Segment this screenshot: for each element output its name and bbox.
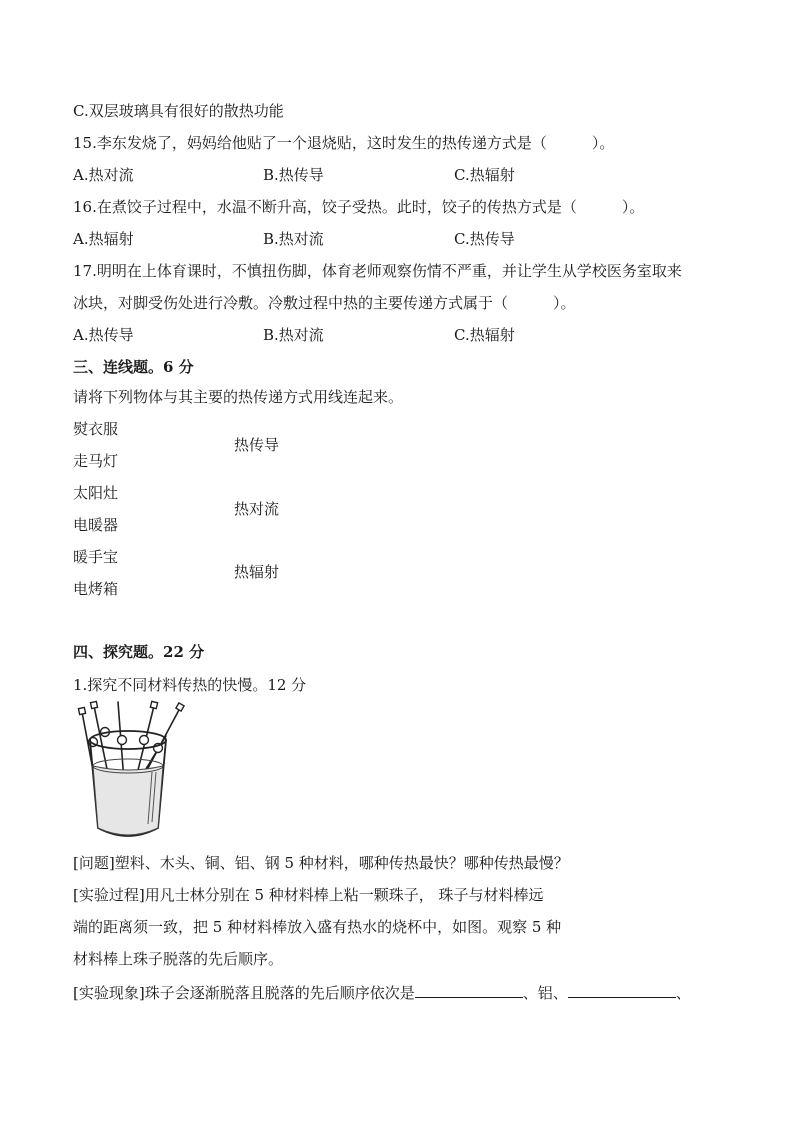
phenomenon-end: 、 [675, 984, 691, 1002]
question-17-option-b: B.热对流 [263, 326, 324, 344]
phenomenon-separator: 、铝、 [522, 984, 568, 1002]
beaker-illustration [70, 700, 190, 845]
phenomenon-prefix: [实验现象]珠子会逐渐脱落且脱落的先后顺序依次是 [73, 984, 415, 1002]
match-method-1: 热传导 [234, 436, 280, 454]
question-15-stem: 15.李东发烧了，妈妈给他贴了一个退烧贴，这时发生的热传递方式是（ ）。 [73, 134, 615, 152]
question-16-option-c: C.热传导 [454, 230, 515, 248]
section4-process-line3: 材料棒上珠子脱落的先后顺序。 [73, 950, 284, 968]
question-15-option-b: B.热传导 [263, 166, 324, 184]
match-object-5: 暖手宝 [73, 548, 119, 566]
q14-option-c: C.双层玻璃具有很好的散热功能 [73, 102, 284, 120]
section3-heading: 三、连线题。6 分 [73, 358, 194, 376]
match-method-3: 热辐射 [234, 563, 280, 581]
section4-process-line2: 端的距离须一致，把 5 种材料棒放入盛有热水的烧杯中，如图。观察 5 种 [73, 918, 562, 936]
question-17-option-c: C.热辐射 [454, 326, 515, 344]
question-16-option-b: B.热对流 [263, 230, 324, 248]
match-object-6: 电烤箱 [73, 580, 119, 598]
question-15-option-a: A.热对流 [73, 166, 134, 184]
question-15-option-c: C.热辐射 [454, 166, 515, 184]
section4-problem: [问题]塑料、木头、铜、铝、钢 5 种材料，哪种传热最快？哪种传热最慢？ [73, 854, 569, 872]
question-16-option-a: A.热辐射 [73, 230, 134, 248]
answer-blank-2[interactable] [568, 983, 676, 998]
answer-blank-1[interactable] [415, 983, 523, 998]
question-17-stem-line1: 17.明明在上体育课时，不慎扭伤脚，体育老师观察伤情不严重，并让学生从学校医务室取来 [73, 262, 682, 280]
question-17-option-a: A.热传导 [73, 326, 134, 344]
match-method-2: 热对流 [234, 500, 280, 518]
section3-instruction: 请将下列物体与其主要的热传递方式用线连起来。 [73, 388, 404, 406]
section4-q1-title: 1.探究不同材料传热的快慢。12 分 [73, 676, 307, 694]
match-object-1: 熨衣服 [73, 420, 119, 438]
match-object-2: 走马灯 [73, 452, 119, 470]
section4-phenomenon [73, 983, 691, 1003]
section4-process-line1: [实验过程]用凡士林分别在 5 种材料棒上粘一颗珠子， 珠子与材料棒远 [73, 886, 544, 904]
section4-heading: 四、探究题。22 分 [73, 643, 205, 661]
match-object-3: 太阳灶 [73, 484, 119, 502]
question-16-stem: 16.在煮饺子过程中，水温不断升高，饺子受热。此时，饺子的传热方式是（ ）。 [73, 198, 645, 216]
match-object-4: 电暖器 [73, 516, 119, 534]
question-17-stem-line2: 冰块，对脚受伤处进行冷敷。冷敷过程中热的主要传递方式属于（ ）。 [73, 294, 576, 312]
